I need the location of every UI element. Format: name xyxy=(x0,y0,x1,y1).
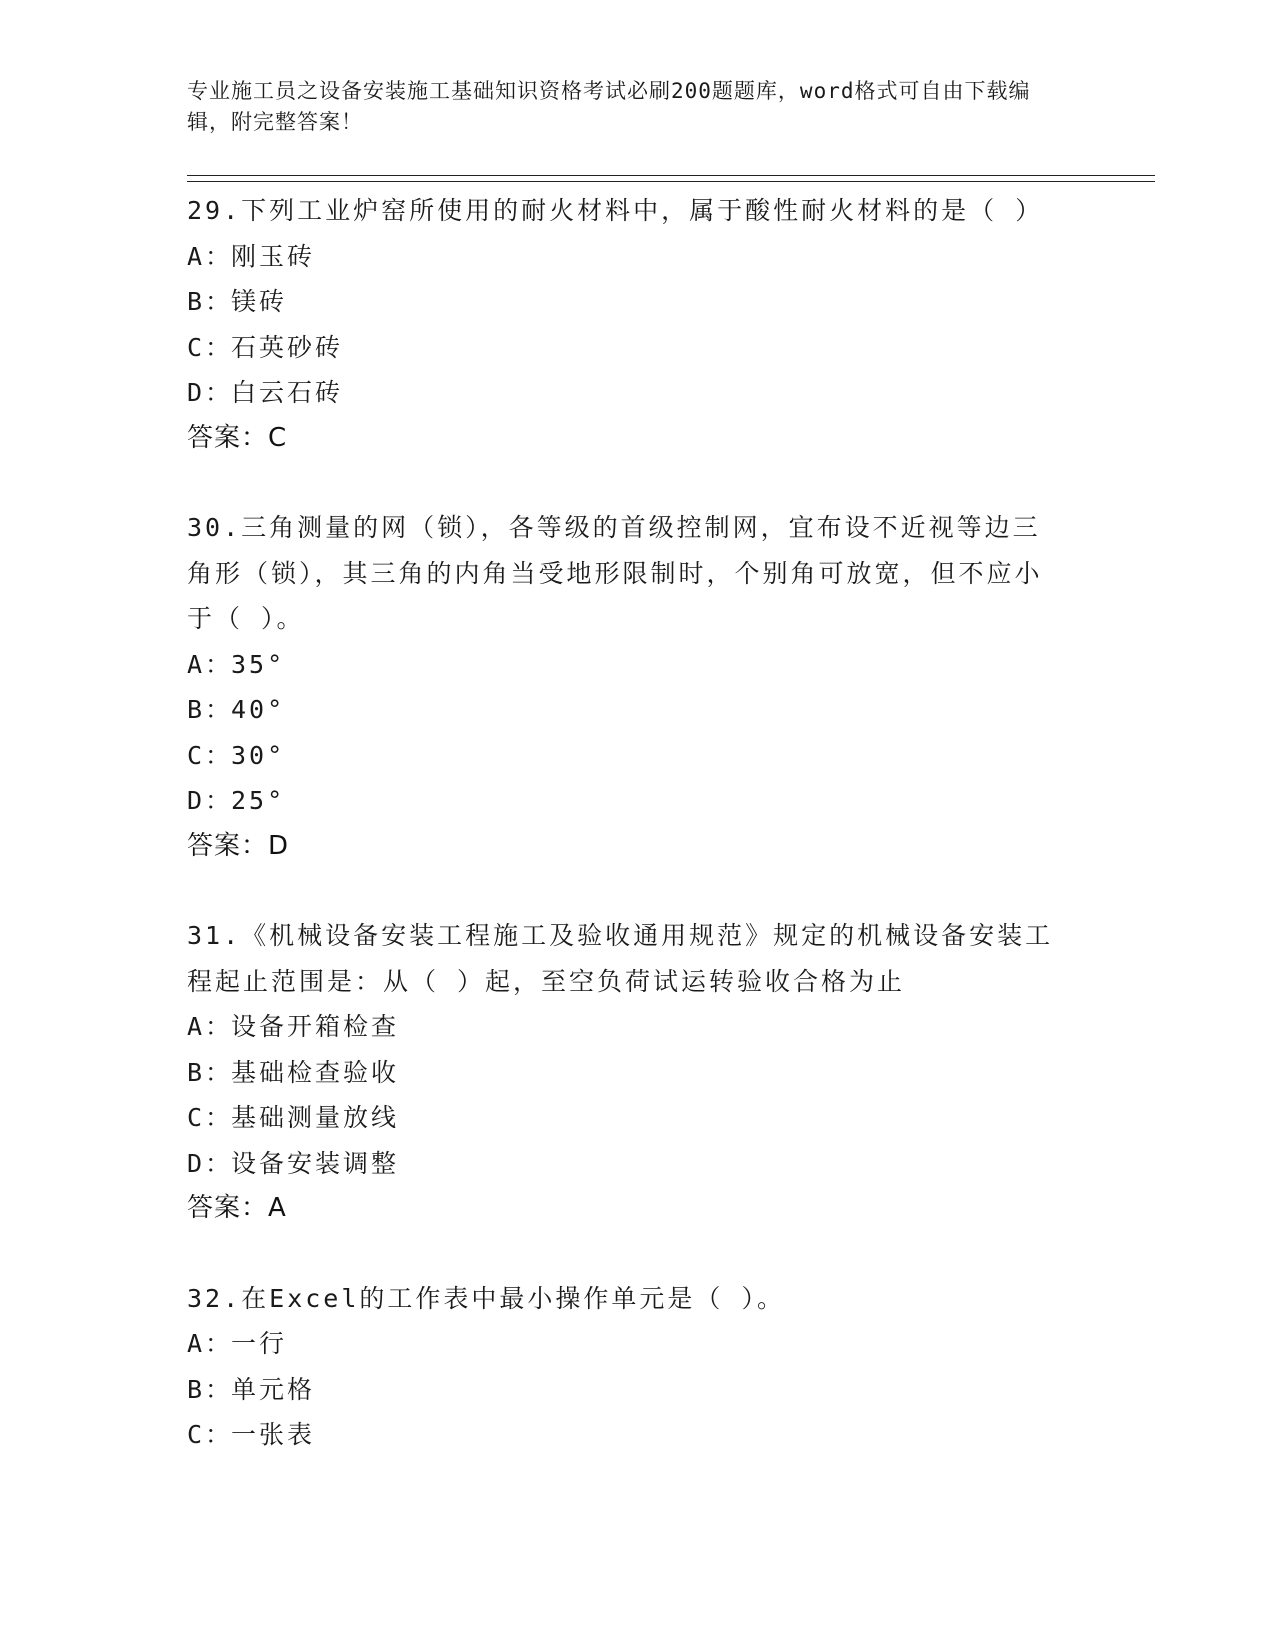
answer-line: 答案：D xyxy=(187,830,290,861)
option-b xyxy=(187,1367,1155,1413)
option-b xyxy=(187,279,1155,325)
option-key: C： xyxy=(187,740,234,770)
option-key: B： xyxy=(187,695,234,724)
option-text: 基础检查验收 xyxy=(231,1057,400,1087)
option-key: D： xyxy=(187,378,234,407)
option-key: A： xyxy=(187,1329,234,1358)
option-key: B： xyxy=(187,287,234,316)
option-c xyxy=(187,1412,1155,1458)
question-30 xyxy=(187,505,1155,869)
document-header: 专业施工员之设备安装施工基础知识资格考试必刷200题题库，word格式可自由下载编辑，附完整答案！ xyxy=(187,79,1031,134)
option-b xyxy=(187,1050,1155,1096)
option-a xyxy=(187,234,1155,280)
option-text: 基础测量放线 xyxy=(231,1103,400,1132)
question-stem: 29.下列工业炉窑所使用的耐火材料中，属于酸性耐火材料的是（ ） xyxy=(187,196,1044,225)
option-d xyxy=(187,1141,1155,1187)
option-text: 40° xyxy=(231,695,286,724)
header-divider-bottom xyxy=(187,181,1155,182)
option-key: A： xyxy=(187,241,234,271)
question-29 xyxy=(187,188,1155,461)
question-stem: 31.《机械设备安装工程施工及验收通用规范》规定的机械设备安装工程起止范围是：从（ ）起，至空负荷试运转验收合格为止 xyxy=(187,921,1054,996)
option-b xyxy=(187,687,1155,733)
option-key: A： xyxy=(187,1012,234,1041)
option-c xyxy=(187,1095,1155,1141)
question-list xyxy=(187,188,1155,1502)
answer-line: 答案：A xyxy=(187,1193,287,1223)
option-text: 石英砂砖 xyxy=(231,332,344,362)
option-text: 设备开箱检查 xyxy=(231,1012,400,1041)
option-text: 镁砖 xyxy=(231,287,288,316)
option-a xyxy=(187,1321,1155,1367)
answer-line: 答案：C xyxy=(187,422,288,453)
option-key: D： xyxy=(187,786,234,815)
question-31 xyxy=(187,913,1155,1232)
option-text: 25° xyxy=(231,786,286,815)
option-a xyxy=(187,642,1155,688)
option-text: 一行 xyxy=(231,1329,288,1358)
option-key: D： xyxy=(187,1148,234,1178)
option-key: C： xyxy=(187,1103,234,1132)
option-d xyxy=(187,778,1155,824)
option-d xyxy=(187,370,1155,416)
option-c xyxy=(187,733,1155,779)
option-key: A： xyxy=(187,649,234,679)
option-text: 单元格 xyxy=(231,1374,316,1404)
option-a xyxy=(187,1004,1155,1050)
option-text: 白云石砖 xyxy=(231,378,344,407)
option-text: 35° xyxy=(231,649,286,679)
question-32 xyxy=(187,1276,1155,1458)
option-c xyxy=(187,325,1155,371)
option-key: C： xyxy=(187,1420,234,1449)
option-key: B： xyxy=(187,1057,234,1087)
option-key: B： xyxy=(187,1374,234,1404)
option-text: 一张表 xyxy=(231,1420,316,1449)
question-stem: 30.三角测量的网（锁），各等级的首级控制网，宜布设不近视等边三角形（锁），其三角的内角当受地形限制时，个别角可放宽，但不应小于（ ）。 xyxy=(187,513,1043,633)
question-stem: 32.在Excel的工作表中最小操作单元是（ ）。 xyxy=(187,1283,785,1313)
header-divider-top xyxy=(187,175,1155,176)
option-text: 设备安装调整 xyxy=(231,1148,400,1178)
option-key: C： xyxy=(187,332,234,362)
option-text: 30° xyxy=(231,740,286,770)
option-text: 刚玉砖 xyxy=(231,241,316,271)
